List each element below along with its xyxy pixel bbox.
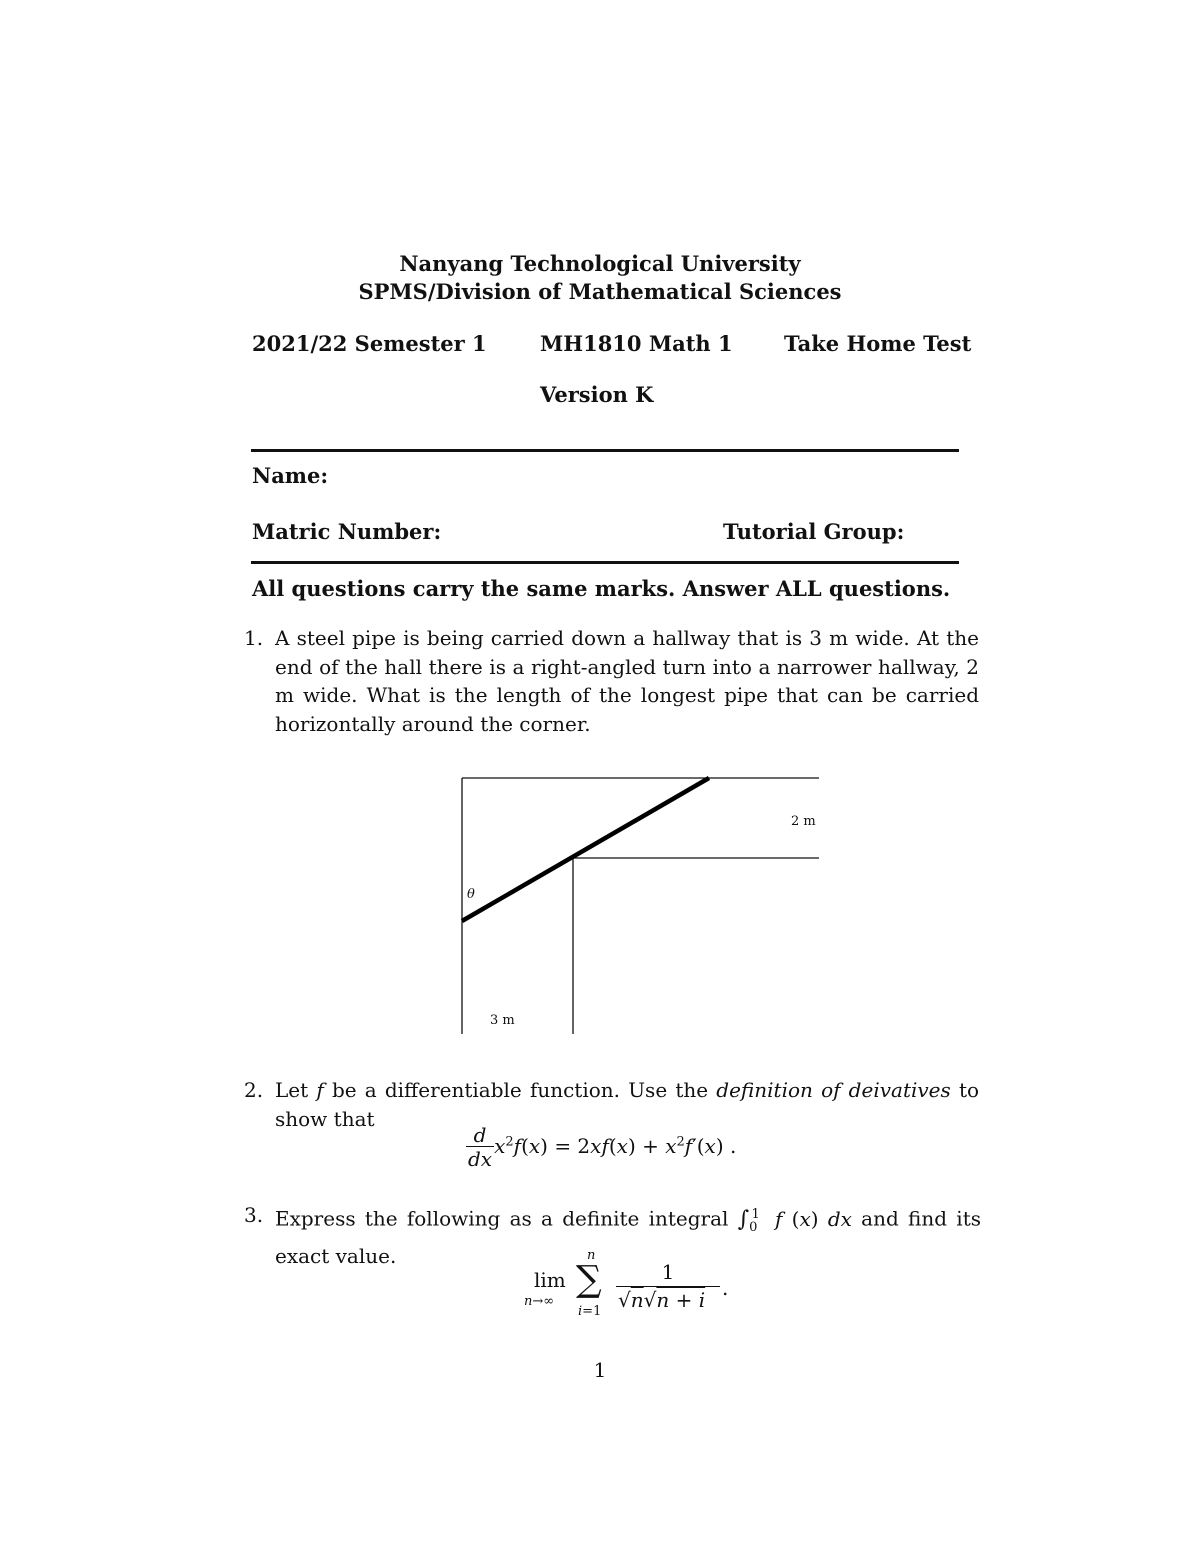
name-label: Name: — [252, 463, 329, 488]
question-2-text: Let f be a differentiable function. Use the definition of deivatives to show that — [275, 1078, 980, 1131]
top-rule — [251, 449, 959, 452]
question-1-number: 1. — [244, 626, 264, 650]
theta-label: θ — [467, 887, 475, 902]
instructions: All questions carry the same marks. Answer ALL questions. — [252, 576, 951, 601]
function-symbol: f — [316, 1078, 324, 1102]
product-rule-formula: $\frac{d}{dx}$ $x^2f(x) = 2xf(x) + x^2f'(x)$ . — [468, 1123, 737, 1171]
emphasis-text: definition of deivatives — [716, 1078, 951, 1102]
question-1-text — [275, 624, 979, 738]
question-3-text: Express the following as a definite integral $\int_0^1$ f (x) dx and find its exact value. — [275, 1206, 982, 1269]
version-label: Version K — [540, 382, 654, 407]
course-label: MH1810 Math 1 — [540, 331, 733, 356]
question-1-body: A steel pipe is being carried down a hallway that is 3 m wide. At the end of the hall there is a right-angled turn into a narrower hallway, 2 m wide. What is the length of the longest pipe that can be carried horizontally around the corner. — [275, 626, 979, 736]
width-2m-label: 2 m — [791, 814, 816, 829]
hallway-diagram — [455, 770, 825, 1040]
limit-sum-formula: lim n→∞ ∑ n i=1 1 √n√n + i . — [524, 1248, 729, 1319]
question-2-number: 2. — [244, 1078, 264, 1102]
steel-pipe — [462, 778, 709, 921]
bottom-rule — [251, 561, 959, 564]
page-number: 1 — [593, 1358, 607, 1382]
division-title: SPMS/Division of Mathematical Sciences — [358, 279, 842, 304]
question-3-number: 3. — [244, 1203, 264, 1227]
width-3m-label: 3 m — [490, 1013, 515, 1028]
test-type-label: Take Home Test — [784, 331, 972, 356]
matric-number-label: Matric Number: — [252, 519, 442, 544]
tutorial-group-label: Tutorial Group: — [723, 519, 905, 544]
integral-expression: $\int_0^1$ f (x) dx — [737, 1206, 852, 1235]
semester-label: 2021/22 Semester 1 — [252, 331, 487, 356]
university-title: Nanyang Technological University — [399, 251, 801, 276]
